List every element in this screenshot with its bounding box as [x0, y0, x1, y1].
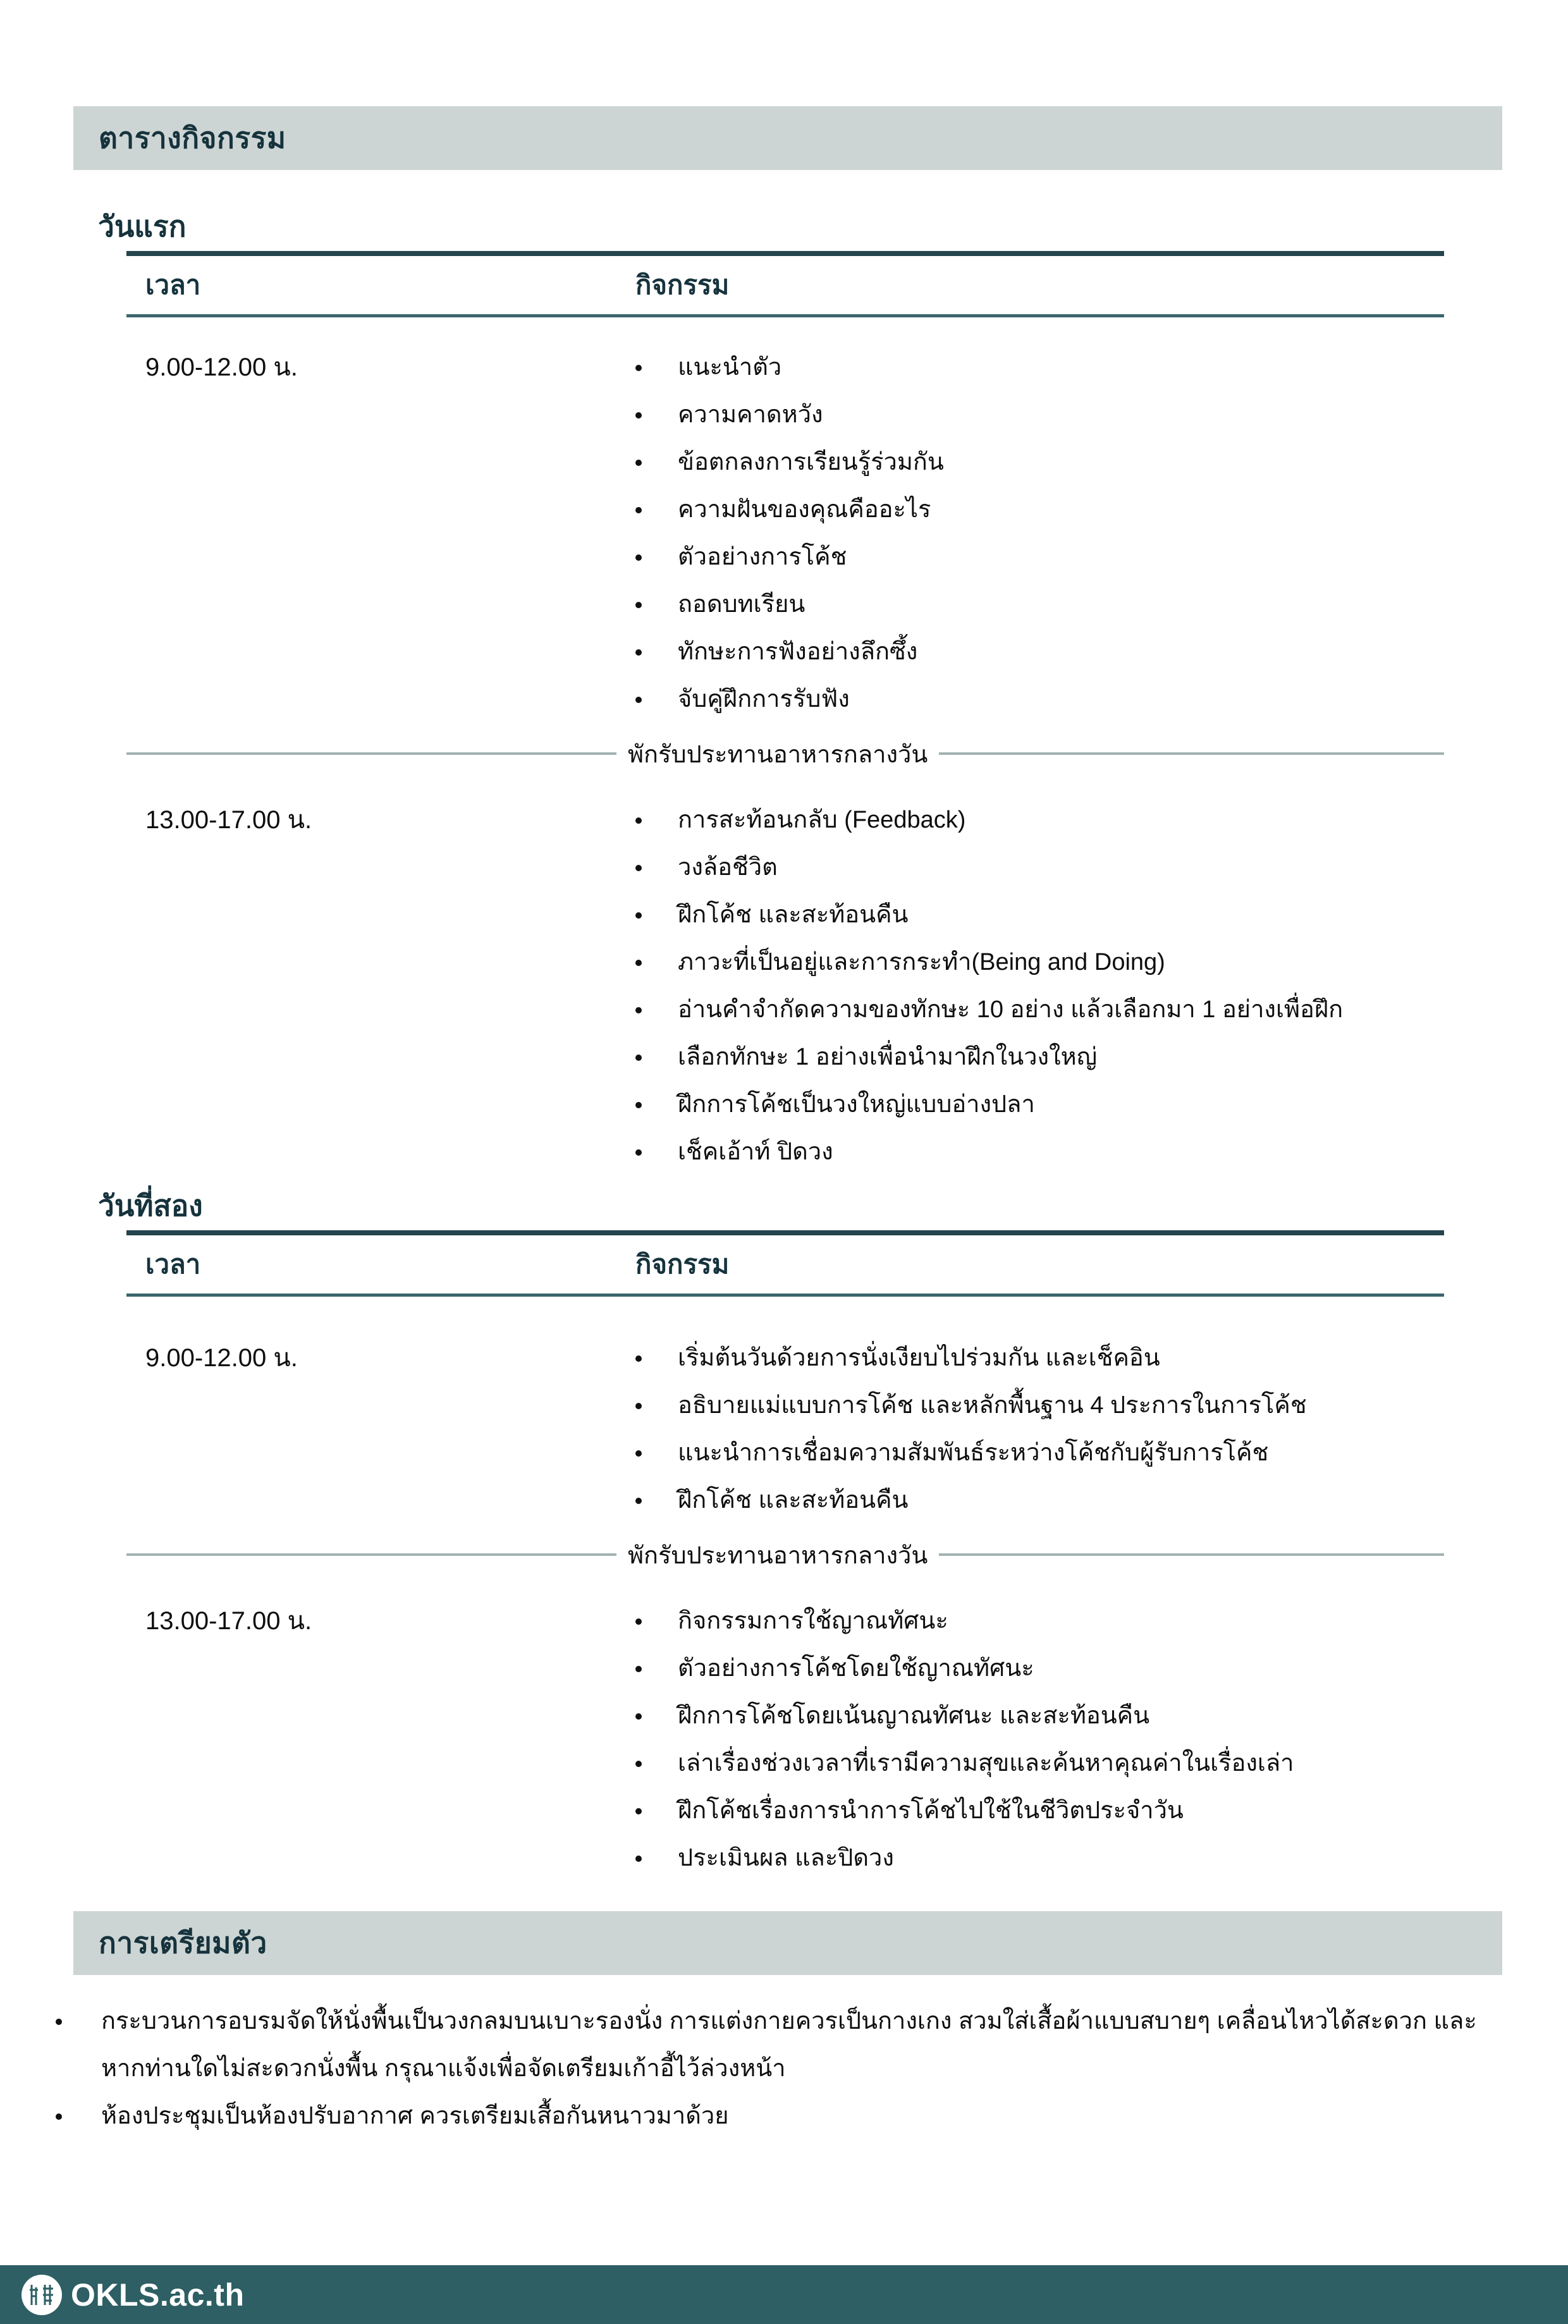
- preparation-list: [56, 1998, 1507, 2140]
- activity-item: [635, 1598, 1444, 1645]
- lunch-break-label: พักรับประทานอาหารกลางวัน: [628, 741, 928, 768]
- lunch-break-label: พักรับประทานอาหารกลางวัน: [628, 1542, 928, 1569]
- item-text: วงล้อชีวิต: [678, 854, 778, 881]
- day2-afternoon-row: [126, 1585, 1444, 1882]
- activity-item: [635, 628, 1444, 676]
- day1-lunch-divider: [126, 723, 1444, 784]
- item-text: ฝึกการโค้ชโดยเน้นญาณทัศนะ และสะท้อนคืน: [678, 1703, 1150, 1729]
- item-text: แนะนำตัว: [678, 354, 782, 381]
- item-text: เล่าเรื่องช่วงเวลาที่เรามีความสุขและค้นหาคุณค่าในเรื่องเล่า: [678, 1750, 1294, 1777]
- bullet-icon: [635, 912, 642, 919]
- bullet-icon: [635, 1355, 642, 1362]
- bullet-icon: [635, 1403, 642, 1409]
- bullet-icon: [635, 1808, 642, 1814]
- day1-morning-row: [126, 317, 1444, 723]
- item-text: อธิบายแม่แบบการโค้ช และหลักพื้นฐาน 4 ประการในการโค้ช: [678, 1392, 1307, 1419]
- item-text: ทักษะการฟังอย่างลึกซึ้ง: [678, 639, 918, 665]
- column-header-activity: กิจกรรม: [635, 270, 730, 300]
- bullet-icon: [56, 2113, 62, 2120]
- item-text: กระบวนการอบรมจัดให้นั่งพื้นเป็นวงกลมบนเบาะรองนั่ง การแต่งกายควรเป็นกางเกง สวมใส่เสื้อผ้าแบบสบายๆ เคลื่อนไหวได้สะดวก และหากท่านใดไม่สะดวกนั่งพื้น กรุณาแจ้งเพื่อจัดเตรียมเก้าอี้ไว้ล่วงหน้า: [101, 2008, 1477, 2082]
- activity-item: [635, 797, 1444, 844]
- item-text: กิจกรรมการใช้ญาณทัศนะ: [678, 1608, 948, 1634]
- schedule-section-bar: [73, 106, 1502, 170]
- day1-table: [126, 251, 1444, 1176]
- day2-morning-row: [126, 1297, 1444, 1524]
- day2-morning-activities: [635, 1335, 1444, 1524]
- divider-line-right: [939, 1553, 1444, 1556]
- day2-lunch-divider: [126, 1524, 1444, 1585]
- item-text: เลือกทักษะ 1 อย่างเพื่อนำมาฝึกในวงใหญ่: [678, 1044, 1098, 1070]
- footer-bar: [0, 2265, 1568, 2324]
- preparation-item: [56, 1998, 1507, 2093]
- item-text: ฝึกโค้ชเรื่องการนำการโค้ชไปใช้ในชีวิตประจำวัน: [678, 1797, 1184, 1824]
- bullet-icon: [635, 412, 642, 419]
- item-text: เริ่มต้นวันด้วยการนั่งเงียบไปร่วมกัน และเช็คอิน: [678, 1345, 1160, 1371]
- activity-item: [635, 581, 1444, 628]
- bullet-icon: [635, 649, 642, 656]
- item-text: ฝึกโค้ช และสะท้อนคืน: [678, 1487, 909, 1514]
- item-text: แนะนำการเชื่อมความสัมพันธ์ระหว่างโค้ชกับผู้รับการโค้ช: [678, 1440, 1269, 1466]
- bullet-icon: [635, 365, 642, 371]
- day1-afternoon-time: 13.00-17.00 น.: [145, 806, 312, 834]
- item-text: จับคู่ฝึกการรับฟัง: [678, 686, 850, 712]
- item-text: ฝึกการโค้ชเป็นวงใหญ่แบบอ่างปลา: [678, 1091, 1035, 1118]
- bullet-icon: [635, 1149, 642, 1156]
- preparation-section-title: การเตรียมตัว: [99, 1926, 267, 1959]
- activity-item: [635, 1335, 1444, 1382]
- bullet-icon: [635, 507, 642, 513]
- bullet-icon: [635, 1055, 642, 1061]
- item-text: ข้อตกลงการเรียนรู้ร่วมกัน: [678, 449, 944, 475]
- item-text: ความคาดหวัง: [678, 401, 823, 428]
- item-text: เช็คเอ้าท์ ปิดวง: [678, 1139, 833, 1165]
- activity-item: [635, 844, 1444, 891]
- column-header-time: เวลา: [145, 1249, 201, 1279]
- activity-item: [635, 1835, 1444, 1882]
- bullet-icon: [635, 554, 642, 561]
- bullet-icon: [635, 1007, 642, 1013]
- activity-item: [635, 391, 1444, 439]
- bullet-icon: [635, 1666, 642, 1672]
- bullet-icon: [635, 1761, 642, 1767]
- day2-afternoon-time: 13.00-17.00 น.: [145, 1607, 312, 1635]
- day1-morning-time: 9.00-12.00 น.: [145, 353, 298, 381]
- day1-table-header: [126, 251, 1444, 317]
- activity-item: [635, 1034, 1444, 1081]
- bullet-icon: [635, 460, 642, 466]
- bullet-icon: [635, 1856, 642, 1862]
- activity-item: [635, 1382, 1444, 1429]
- activity-item: [635, 1429, 1444, 1477]
- day1-afternoon-activities: [635, 797, 1444, 1176]
- day2-morning-time: 9.00-12.00 น.: [145, 1344, 298, 1372]
- bullet-icon: [635, 960, 642, 966]
- day2-table-header: [126, 1230, 1444, 1297]
- bullet-icon: [635, 817, 642, 824]
- item-text: ภาวะที่เป็นอยู่และการกระทำ(Being and Doing): [678, 949, 1165, 975]
- column-header-activity: กิจกรรม: [635, 1249, 730, 1279]
- schedule-section-title: ตารางกิจกรรม: [99, 121, 286, 154]
- activity-item: [635, 1477, 1444, 1524]
- item-text: ตัวอย่างการโค้ชโดยใช้ญาณทัศนะ: [678, 1655, 1034, 1682]
- item-text: ตัวอย่างการโค้ช: [678, 544, 847, 570]
- bullet-icon: [635, 1450, 642, 1457]
- divider-line-right: [939, 752, 1444, 755]
- activity-item: [635, 1645, 1444, 1692]
- column-header-time: เวลา: [145, 270, 201, 300]
- day1-afternoon-row: [126, 784, 1444, 1176]
- activity-item: [635, 891, 1444, 939]
- preparation-section-bar: [73, 1911, 1502, 1975]
- day2-afternoon-activities: [635, 1598, 1444, 1882]
- activity-item: [635, 1787, 1444, 1835]
- bullet-icon: [635, 865, 642, 871]
- activity-item: [635, 439, 1444, 486]
- activity-item: [635, 676, 1444, 723]
- item-text: ฝึกโค้ช และสะท้อนคืน: [678, 902, 909, 928]
- bullet-icon: [635, 602, 642, 608]
- activity-item: [635, 1081, 1444, 1128]
- activity-item: [635, 344, 1444, 391]
- activity-item: [635, 1740, 1444, 1787]
- item-text: ประเมินผล และปิดวง: [678, 1845, 894, 1871]
- day2-heading: วันที่สอง: [98, 1189, 203, 1222]
- item-text: ห้องประชุมเป็นห้องปรับอากาศ ควรเตรียมเสื้อกันหนาวมาด้วย: [101, 2103, 729, 2129]
- day1-heading: วันแรก: [98, 210, 187, 243]
- okls-logo-glyphs: [28, 2281, 56, 2309]
- activity-item: [635, 986, 1444, 1034]
- okls-logo-icon: [21, 2275, 62, 2315]
- activity-item: [635, 534, 1444, 581]
- activity-item: [635, 939, 1444, 986]
- day2-table: [126, 1230, 1444, 1882]
- activity-item: [635, 1128, 1444, 1176]
- divider-line-left: [126, 1553, 616, 1556]
- item-text: การสะท้อนกลับ (Feedback): [678, 807, 966, 833]
- bullet-icon: [635, 1498, 642, 1504]
- bullet-icon: [635, 697, 642, 703]
- item-text: อ่านคำจำกัดความของทักษะ 10 อย่าง แล้วเลือกมา 1 อย่างเพื่อฝึก: [678, 996, 1344, 1023]
- bullet-icon: [635, 1713, 642, 1720]
- activity-item: [635, 486, 1444, 534]
- activity-item: [635, 1692, 1444, 1740]
- day1-morning-activities: [635, 344, 1444, 723]
- item-text: ถอดบทเรียน: [678, 591, 805, 618]
- footer-brand: OKLS.ac.th: [71, 2277, 245, 2313]
- preparation-item: [56, 2093, 1507, 2140]
- bullet-icon: [635, 1102, 642, 1108]
- item-text: ความฝันของคุณคืออะไร: [678, 496, 931, 523]
- bullet-icon: [56, 2019, 62, 2025]
- divider-line-left: [126, 752, 616, 755]
- bullet-icon: [635, 1618, 642, 1625]
